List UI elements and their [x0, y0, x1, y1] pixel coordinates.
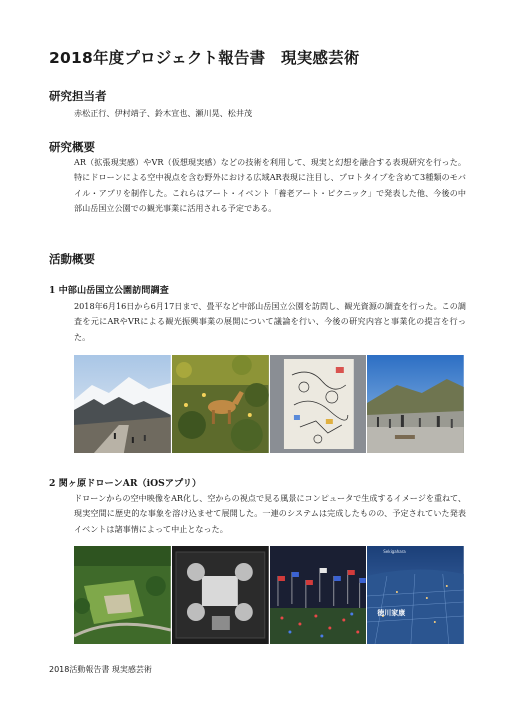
researchers-heading: 研究担当者 — [49, 89, 107, 103]
activity-1-title: 1 中部山岳国立公園訪問調査 — [49, 285, 169, 296]
aerial-field-photo — [74, 546, 171, 644]
ar-corner-label: Sekigahara — [383, 549, 406, 554]
ar-flags-photo — [270, 546, 367, 644]
activity-1-photo-strip — [74, 355, 464, 453]
page-title: 2018年度プロジェクト報告書 現実感芸術 — [49, 49, 360, 67]
hand-drawn-map-photo — [270, 355, 367, 453]
ar-map-label: 徳川家康 — [377, 609, 406, 617]
activity-1-text: 2018年6月16日から6月17日まで、畳平など中部山岳国立公園を訪問し、観光資源の調査を行った。この調査を元にARやVRによる観光振興事業の展開について議論を行い、今後の研究内容と事業化の提言を行った。 — [74, 301, 466, 342]
overview-heading: 研究概要 — [49, 140, 95, 154]
mountain-goat-photo — [172, 355, 269, 453]
page-footer: 2018活動報告書 現実感芸術 — [49, 665, 152, 674]
ar-night-map-photo — [367, 546, 464, 644]
mountain-plaza-photo — [367, 355, 464, 453]
researchers-text: 赤松正行、伊村靖子、鈴木宣也、瀬川晃、松井茂 — [74, 108, 253, 118]
overview-text: AR（拡張現実感）やVR（仮想現実感）などの技術を利用して、現実と幻想を融合する表現研究を行った。特にドローンによる空中視点を含む野外における広域AR表現に注目し、プロトタイプを含めて3種類のモバイル・アプリを制作した。これらはアート・イベント「養老アート・ピクニック」で発表した他、今後の中部山岳国立公園での観光事業に活用される予定である。 — [74, 157, 466, 214]
activity-2-photo-strip — [74, 546, 464, 644]
activities-heading: 活動概要 — [49, 252, 95, 266]
activity-2-title: 2 関ヶ原ドローンAR（iOSアプリ） — [49, 478, 202, 489]
activity-2-text: ドローンからの空中映像をAR化し、空からの視点で見る風景にコンピュータで生成するイメージを重ねて、現実空間に歴史的な事象を溶け込ませて展開した。一連のシステムは完成したものの、予定されていた発表イベントは諸事情によって中止となった。 — [74, 493, 466, 534]
snowy-mountain-photo — [74, 355, 171, 453]
drone-case-photo — [172, 546, 269, 644]
